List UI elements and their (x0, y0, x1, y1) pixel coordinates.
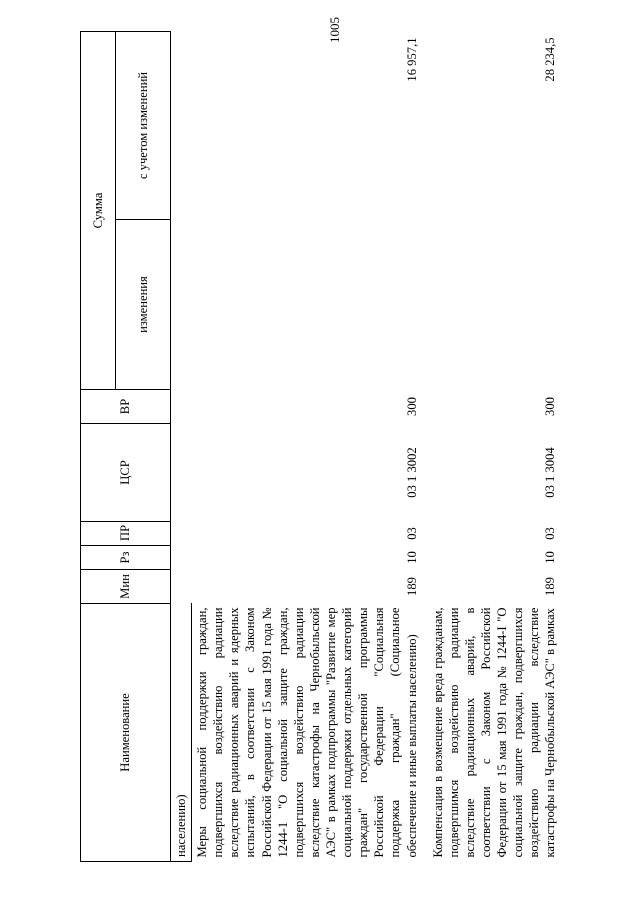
carry-over-row (171, 31, 192, 861)
header-rz: Рз (81, 546, 171, 570)
header-vr: ВР (81, 390, 171, 424)
carry-over-text: населению) (171, 604, 192, 862)
header-sum: Сумма (81, 31, 116, 389)
header-csr: ЦСР (81, 424, 171, 522)
row-rz: 10 (404, 551, 419, 564)
table-header (81, 31, 171, 861)
row-changes (422, 220, 561, 390)
row-min: 189 (404, 577, 419, 596)
row-with-changes: 28 234,5 (543, 37, 558, 82)
row-min: 189 (543, 577, 558, 596)
budget-table-sheet (80, 32, 600, 862)
row-vr: 300 (543, 397, 558, 416)
row-name: Компенсация в возмещение вреда гражданам, подвергшимся воздействию радиации вследствие радиационных аварий, в соответствии с Законом Российской Федерации от 15 мая 1991 года № 1244-I "О социальной защите граждан, подвергшихся воздействию радиации вследствие катастрофы на Чернобыльской АЭС" в рамках (430, 607, 558, 858)
budget-table (80, 31, 561, 862)
page-number: 1005 (327, 17, 342, 43)
row-rz: 10 (543, 551, 558, 564)
header-changes: изменения (116, 220, 171, 390)
row-csr: 03 1 3004 (543, 447, 558, 498)
table-row (192, 31, 422, 861)
header-min: Мин (81, 570, 171, 604)
header-pr: ПР (81, 522, 171, 546)
row-csr: 03 1 3002 (404, 447, 419, 498)
row-with-changes: 16 957,1 (404, 37, 419, 82)
row-pr: 03 (404, 527, 419, 540)
row-changes (192, 220, 422, 390)
header-name: Наименование (81, 604, 171, 862)
row-vr: 300 (404, 397, 419, 416)
header-with-changes: с учетом изменений (116, 31, 171, 219)
row-name: Меры социальной поддержки граждан, подвергшихся воздействию радиации вследствие радиационных аварий и ядерных испытаний, в соответствии с Законом Российской Федерации от 15 мая 1991 года № 1244-1 "О социальной защите граждан, подвергшихся воздействию радиации вследствие катастрофы на Чернобыльской АЭС" в рамках подпрограммы "Развитие мер социальной поддержки отдельных категорий граждан" государственной программы Российской Федерации "Социальная поддержка граждан" (Социальное обеспечение и иные выплаты населению) (195, 607, 419, 858)
row-pr: 03 (543, 527, 558, 540)
table-row (422, 31, 561, 861)
